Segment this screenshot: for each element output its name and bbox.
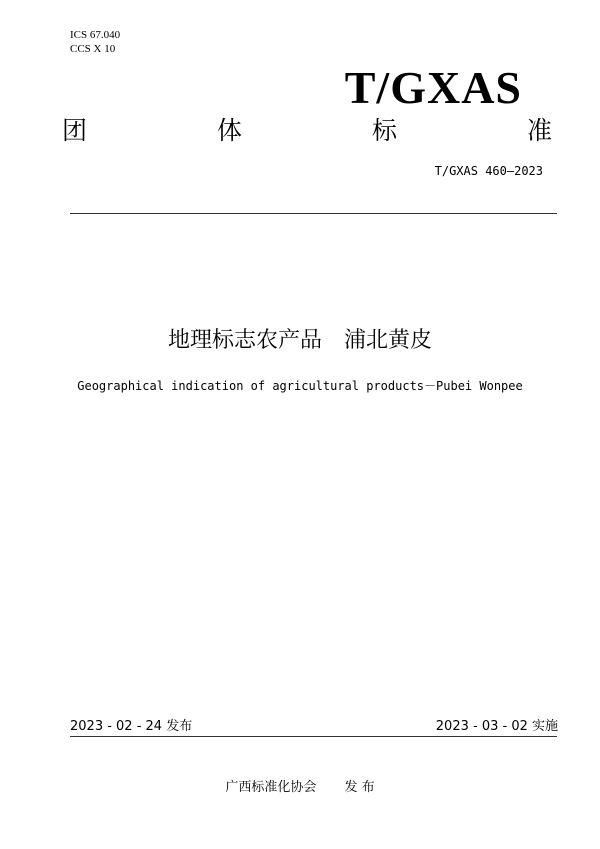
document-title-english: Geographical indication of agricultural products－Pubei Wonpee (77, 379, 523, 393)
standard-type-char: 准 (526, 116, 552, 145)
standard-type-heading (62, 114, 552, 148)
implementation-date: 2023 - 03 - 02 实施 (435, 719, 558, 734)
ccs-code: CCS X 10 (70, 43, 116, 55)
title-cn-part1: 地理标志农产品 (167, 328, 322, 353)
title-cn-part2: 浦北黄皮 (344, 328, 433, 353)
top-divider (70, 213, 557, 214)
classification-codes (70, 28, 120, 56)
standard-type-char: 标 (371, 116, 397, 145)
bottom-divider (70, 736, 557, 737)
publisher-line (0, 776, 600, 795)
publisher-action: 发 布 (344, 780, 375, 795)
document-title-chinese (0, 326, 600, 356)
issue-date: 2023 - 02 - 24 发布 (70, 719, 193, 734)
standard-type-char: 体 (216, 116, 242, 145)
publisher-name: 广西标准化协会 (225, 780, 317, 795)
standard-number: T/GXAS 460—2023 (434, 164, 543, 178)
ics-code: ICS 67.040 (70, 29, 121, 41)
standard-type-char: 团 (62, 116, 88, 145)
organization-logo: T/GXAS (344, 62, 522, 113)
